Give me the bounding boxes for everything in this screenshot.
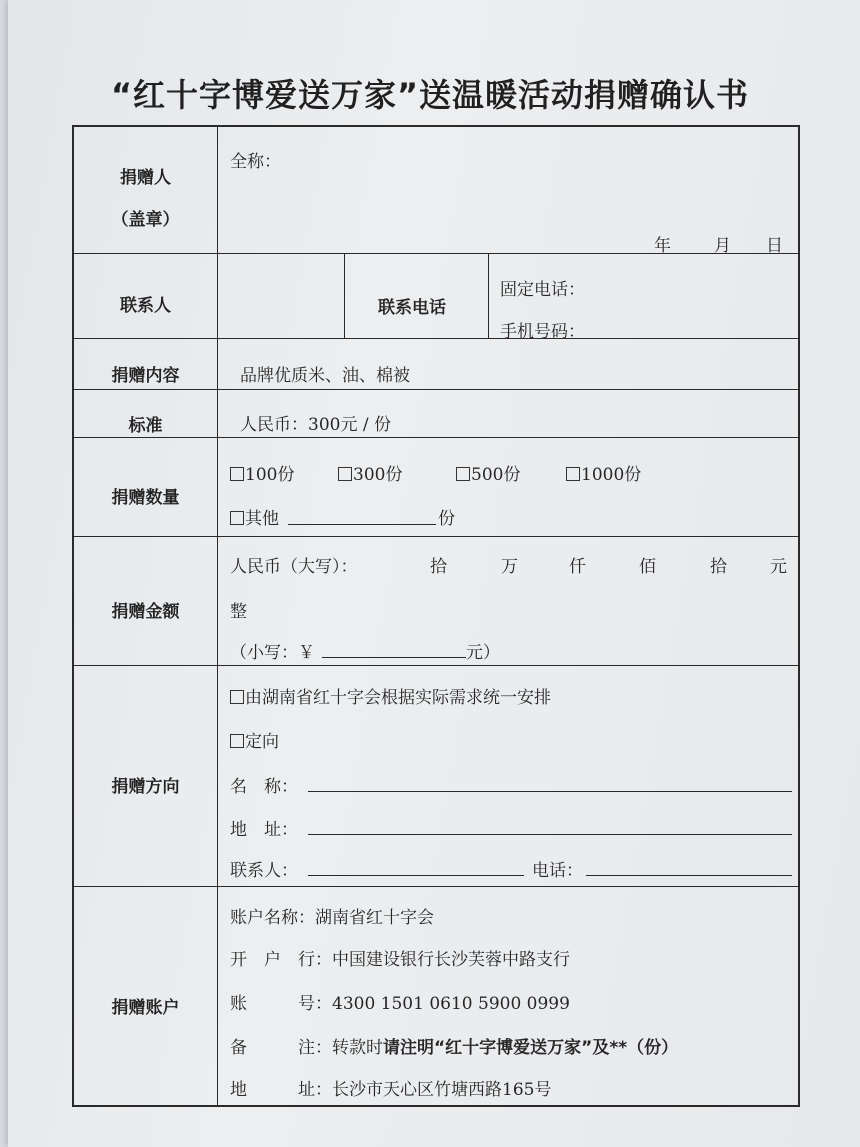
quantity-option-1000[interactable]: 1000份 — [566, 460, 641, 485]
row-divider — [74, 536, 798, 537]
row-divider — [74, 665, 798, 666]
amount-unit: 佰 — [639, 557, 656, 577]
checkbox-icon — [230, 690, 244, 704]
account-label: 捐赠账户 — [111, 998, 180, 1018]
contact-divider — [344, 253, 345, 338]
row-divider — [74, 338, 798, 339]
donor-seal-label: （盖章） — [111, 210, 180, 230]
amount-whole: 整 — [230, 602, 247, 622]
checkbox-icon — [338, 467, 352, 481]
quantity-label: 捐赠数量 — [111, 488, 180, 508]
date-year: 年 — [654, 236, 671, 256]
date-month: 月 — [714, 236, 731, 256]
standard-value: 人民币：300元 / 份 — [240, 415, 391, 435]
direction-phone-label: 电话： — [532, 861, 583, 881]
checkbox-icon — [230, 734, 244, 748]
direction-contact-blank[interactable] — [308, 875, 524, 876]
amount-unit: 拾 — [430, 557, 447, 577]
content-value: 品牌优质米、油、棉被 — [240, 366, 410, 386]
account-address: 地 址：长沙市天心区竹塘西路165号 — [230, 1080, 552, 1100]
direction-contact-label: 联系人： — [230, 861, 298, 881]
checkbox-icon — [230, 511, 244, 525]
quantity-other-unit: 份 — [438, 509, 455, 529]
amount-lower-blank[interactable] — [322, 657, 466, 658]
contact-person-label: 联系人 — [120, 296, 171, 316]
direction-name-label: 名 称： — [230, 777, 298, 797]
document-title: “红十字博爱送万家”送温暖活动捐赠确认书 — [110, 76, 750, 114]
contact-phone-label: 联系电话 — [378, 298, 446, 318]
direction-label: 捐赠方向 — [111, 777, 180, 797]
quantity-option-100[interactable]: 100份 — [230, 460, 294, 485]
account-bank: 开 户 行：中国建设银行长沙芙蓉中路支行 — [230, 950, 570, 970]
direction-name-blank[interactable] — [308, 791, 792, 792]
direction-address-blank[interactable] — [308, 834, 792, 835]
amount-upper-label: 人民币（大写）： — [230, 557, 358, 577]
account-name: 账户名称：湖南省红十字会 — [230, 908, 434, 928]
quantity-option-300[interactable]: 300份 — [338, 460, 402, 485]
direction-option-targeted[interactable]: 定向 — [230, 727, 279, 752]
fullname-label: 全称： — [230, 152, 281, 172]
row-divider — [74, 886, 798, 887]
direction-phone-blank[interactable] — [586, 875, 792, 876]
amount-unit: 拾 — [710, 557, 727, 577]
account-number: 账 号：4300 1501 0610 5900 0999 — [230, 994, 570, 1014]
amount-unit: 万 — [501, 557, 518, 577]
content-label: 捐赠内容 — [111, 366, 180, 386]
amount-label: 捐赠金额 — [111, 602, 180, 622]
direction-address-label: 地 址： — [230, 820, 298, 840]
quantity-other-blank[interactable] — [288, 524, 436, 525]
checkbox-icon — [230, 467, 244, 481]
label-column-divider — [217, 127, 218, 1107]
row-divider — [74, 253, 798, 254]
donor-label: 捐赠人 — [120, 168, 171, 188]
amount-lower-suffix: 元） — [466, 643, 500, 663]
account-note: 备 注：转款时请注明“红十字博爱送万家”及**（份） — [230, 1038, 679, 1058]
standard-label: 标准 — [128, 416, 163, 436]
landline-label: 固定电话： — [500, 280, 585, 300]
checkbox-icon — [456, 467, 470, 481]
quantity-option-500[interactable]: 500份 — [456, 460, 520, 485]
mobile-label: 手机号码： — [500, 322, 585, 342]
donation-form — [72, 125, 800, 1107]
row-divider — [74, 437, 798, 438]
amount-lower-prefix: （小写：￥ — [230, 643, 315, 663]
quantity-option-other[interactable]: 其他 — [230, 504, 279, 529]
amount-unit: 仟 — [569, 557, 586, 577]
contact-divider — [488, 253, 489, 338]
date-day: 日 — [766, 236, 783, 256]
direction-option-unified[interactable]: 由湖南省红十字会根据实际需求统一安排 — [230, 683, 551, 708]
amount-unit: 元 — [770, 557, 787, 577]
row-divider — [74, 389, 798, 390]
checkbox-icon — [566, 467, 580, 481]
